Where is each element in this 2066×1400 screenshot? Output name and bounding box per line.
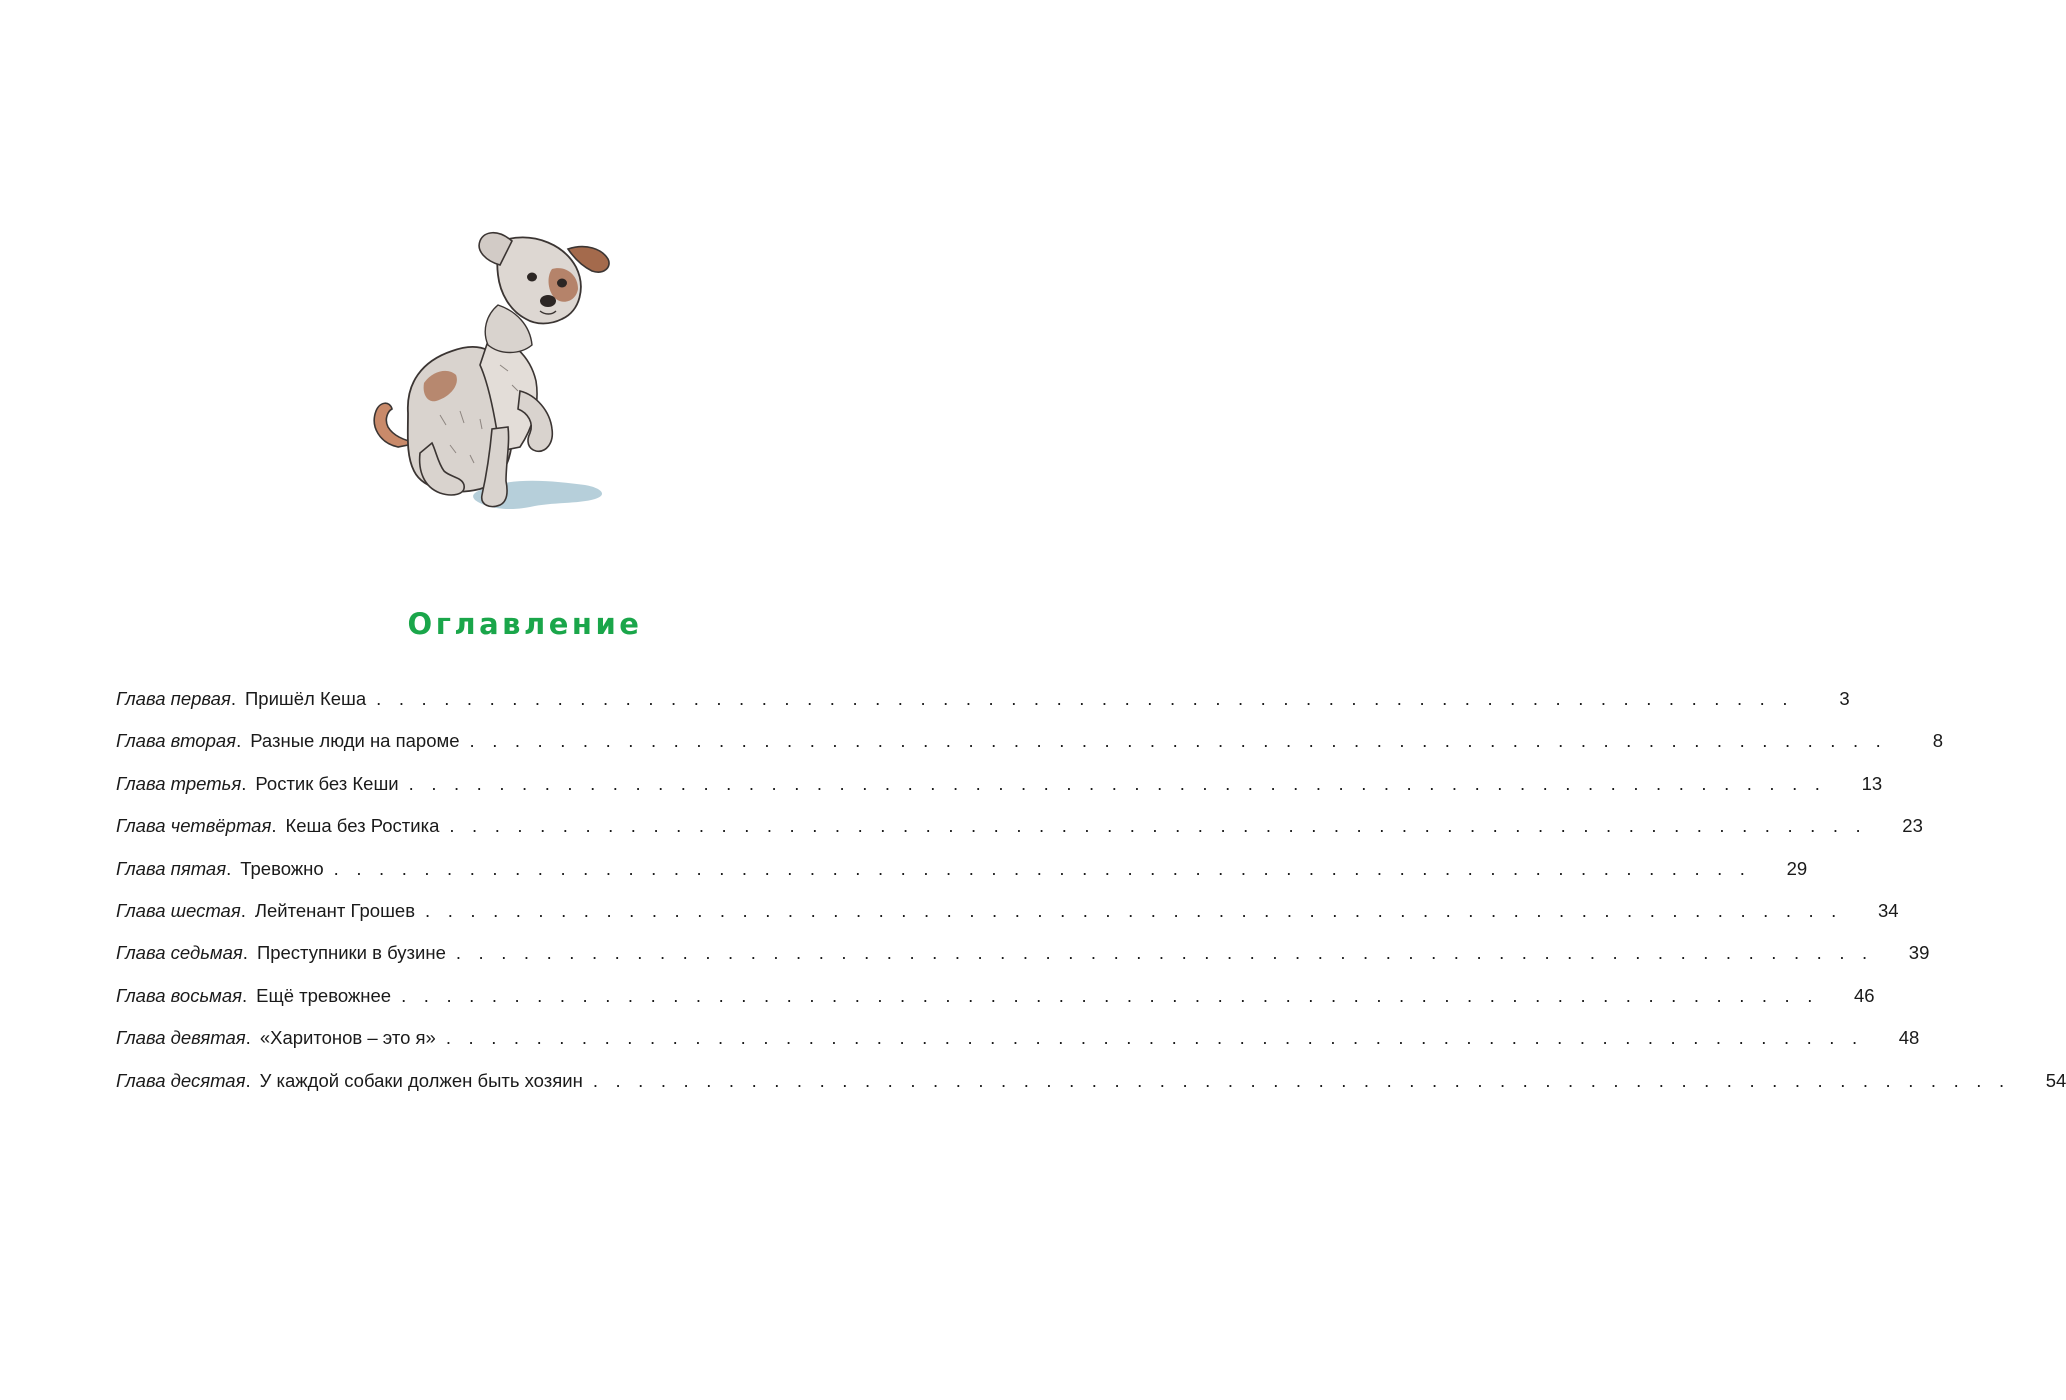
toc-separator: . xyxy=(230,688,236,709)
toc-entry[interactable] xyxy=(116,890,1899,932)
toc-entry[interactable] xyxy=(116,805,1923,847)
toc-dot-leader: . . . . . . . . . . . . . . . . . . . . . . . . . . . . . . . . . . . . . . . . . . . . . . . . . . . . . . . . . . . . . . . xyxy=(401,984,1819,1006)
toc-dot-leader: . . . . . . . . . . . . . . . . . . . . . . . . . . . . . . . . . . . . . . . . . . . . . . . . . . . . . . . . . . . . . . . xyxy=(425,899,1843,921)
toc-chapter-label: Глава третья xyxy=(116,772,242,794)
toc-entry[interactable] xyxy=(116,1017,1920,1059)
toc-chapter-label: Глава седьмая xyxy=(116,942,243,964)
toc-dot-leader: . . . . . . . . . . . . . . . . . . . . . . . . . . . . . . . . . . . . . . . . . . . . . . . . . . . . . . . . . . . . . . . xyxy=(333,857,1752,879)
toc-page-number: 8 xyxy=(1932,730,1944,752)
toc-dot-leader: . . . . . . . . . . . . . . . . . . . . . . . . . . . . . . . . . . . . . . . . . . . . . . . . . . . . . . . . . . . . . . . xyxy=(376,688,1794,709)
toc-entry[interactable] xyxy=(116,763,1883,805)
toc-chapter-label: Глава шестая xyxy=(116,899,241,921)
toc-chapter-title: Лейтенант Грошев xyxy=(254,899,416,921)
toc-chapter-title: Разные люди на пароме xyxy=(250,730,460,752)
toc-chapter-label: Глава пятая xyxy=(116,857,227,879)
toc-title: Оглавление xyxy=(407,607,643,641)
toc-separator: . xyxy=(226,857,232,879)
toc-chapter-title: Тревожно xyxy=(240,857,324,879)
toc-chapter-label: Глава десятая xyxy=(116,1069,246,1091)
toc-entry[interactable] xyxy=(116,932,1930,974)
toc-chapter-title: Ещё тревожнее xyxy=(256,984,392,1006)
toc-dot-leader: . . . . . . . . . . . . . . . . . . . . . . . . . . . . . . . . . . . . . . . . . . . . . . . . . . . . . . . . . . . . . . . xyxy=(469,730,1888,752)
toc-separator: . xyxy=(236,730,242,752)
toc-page-number: 48 xyxy=(1898,1027,1920,1049)
toc-page-number: 13 xyxy=(1861,772,1883,794)
toc-page-number: 29 xyxy=(1786,857,1808,879)
toc-separator: . xyxy=(242,942,248,964)
toc-chapter-title: Ростик без Кеши xyxy=(255,772,399,794)
toc-page-number: 46 xyxy=(1854,984,1875,1006)
toc-separator: . xyxy=(242,984,248,1006)
toc-chapter-title: У каждой собаки должен быть хозяин xyxy=(259,1069,583,1091)
puppy-illustration xyxy=(340,215,640,525)
toc-dot-leader: . . . . . . . . . . . . . . . . . . . . . . . . . . . . . . . . . . . . . . . . . . . . . . . . . . . . . . . . . . . . . . . xyxy=(408,772,1827,794)
toc-entry[interactable] xyxy=(116,720,1944,762)
toc-dot-leader: . . . . . . . . . . . . . . . . . . . . . . . . . . . . . . . . . . . . . . . . . . . . . . . . . . . . . . . . . . . . . . . xyxy=(449,815,1867,837)
toc-entry[interactable] xyxy=(116,678,1850,720)
toc-chapter-title: Пришёл Кеша xyxy=(244,688,367,709)
toc-chapter-label: Глава вторая xyxy=(116,730,237,752)
toc-chapter-title: «Харитонов – это я» xyxy=(259,1027,436,1049)
toc-page-number: 3 xyxy=(1839,688,1850,709)
toc-entry[interactable] xyxy=(116,975,1875,1017)
toc-dot-leader: . . . . . . . . . . . . . . . . . . . . . . . . . . . . . . . . . . . . . . . . . . . . . . . . . . . . . . . . . . . . . . . xyxy=(445,1027,1864,1049)
toc-separator: . xyxy=(245,1027,251,1049)
toc-dot-leader: . . . . . . . . . . . . . . . . . . . . . . . . . . . . . . . . . . . . . . . . . . . . . . . . . . . . . . . . . . . . . . . xyxy=(592,1069,2011,1091)
toc-separator: . xyxy=(271,815,277,837)
toc-chapter-label: Глава восьмая xyxy=(116,984,243,1006)
toc-page-number: 39 xyxy=(1908,942,1930,964)
toc-entry[interactable] xyxy=(116,848,1808,890)
toc-dot-leader: . . . . . . . . . . . . . . . . . . . . . . . . . . . . . . . . . . . . . . . . . . . . . . . . . . . . . . . . . . . . . . . xyxy=(455,942,1874,964)
toc-chapter-label: Глава девятая xyxy=(116,1027,246,1049)
toc-separator: . xyxy=(240,899,246,921)
toc-chapter-label: Глава первая xyxy=(116,688,231,709)
toc-page-number: 54 xyxy=(2045,1069,2066,1091)
toc-chapter-label: Глава четвёртая xyxy=(116,815,272,837)
toc-chapter-title: Кеша без Ростика xyxy=(285,815,440,837)
toc-chapter-title: Преступники в бузине xyxy=(256,942,446,964)
sitting-puppy-icon xyxy=(340,215,640,525)
toc-separator: . xyxy=(241,772,247,794)
table-of-contents xyxy=(116,678,2066,1102)
toc-page-number: 23 xyxy=(1902,815,1923,837)
toc-page-number: 34 xyxy=(1877,899,1899,921)
toc-entry[interactable] xyxy=(116,1060,2066,1102)
toc-separator: . xyxy=(245,1069,251,1091)
